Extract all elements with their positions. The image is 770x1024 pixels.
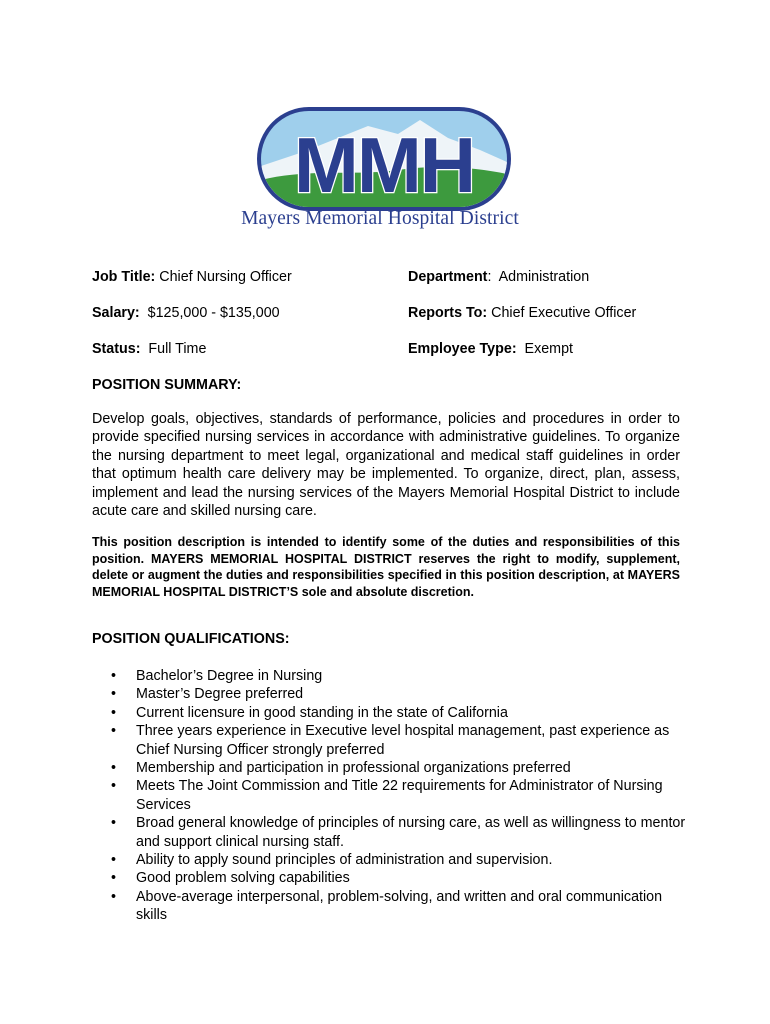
- list-item-text: Good problem solving capabilities: [136, 870, 350, 887]
- job-title-value: Chief Nursing Officer: [159, 269, 292, 285]
- salary-label: Salary:: [92, 305, 140, 321]
- department-colon: :: [487, 269, 492, 285]
- position-summary-text: Develop goals, objectives, standards of performance, policies and procedures in order to provide specified nursing services in accordance with administrative guidelines. To organize the nursing department to meet legal, organizational and medical staff guidelines in order that optimum health care delivery may be implemented. To organize, direct, plan, assess, implement and lead the nursing services of the Mayers Memorial Hospital District to include acute care and skilled nursing care.: [92, 411, 680, 520]
- position-qualifications-heading: POSITION QUALIFICATIONS:: [92, 631, 290, 647]
- bullet-icon: •: [111, 723, 117, 740]
- list-item-text: Ability to apply sound principles of administration and supervision.: [136, 852, 553, 869]
- position-summary-heading: POSITION SUMMARY:: [92, 377, 242, 393]
- employee-type-label: Employee Type:: [408, 341, 517, 357]
- bullet-icon: •: [111, 870, 117, 887]
- logo-letters: MMH: [293, 121, 475, 209]
- list-item: [111, 869, 691, 887]
- bullet-icon: •: [111, 668, 117, 684]
- reports-to-label: Reports To:: [408, 305, 488, 321]
- reports-to-field: [408, 304, 636, 322]
- department-value: Administration: [498, 269, 590, 285]
- status-field: [92, 340, 206, 358]
- list-item-text: Bachelor’s Degree in Nursing: [136, 668, 323, 684]
- bullet-icon: •: [111, 888, 117, 905]
- list-item-text: Meets The Joint Commission and Title 22 requirements for Administrator of Nursing Services: [136, 778, 663, 813]
- salary-field: [92, 304, 280, 322]
- list-item: [111, 685, 691, 703]
- list-item-text: Membership and participation in professional organizations preferred: [136, 760, 571, 777]
- list-item-text: Three years experience in Executive level hospital management, past experience as Chief Nursing Officer strongly preferred: [136, 723, 670, 758]
- department-label: Department: [408, 269, 488, 285]
- salary-value: $125,000 - $135,000: [147, 305, 280, 321]
- job-title-label: Job Title:: [92, 269, 156, 285]
- reports-to-value: Chief Executive Officer: [491, 305, 637, 321]
- list-item: [111, 777, 691, 814]
- bullet-icon: •: [111, 815, 117, 832]
- disclaimer-text: This position description is intended to identify some of the duties and responsibilities of this position. MAYERS MEMORIAL HOSPITAL DISTRICT reserves the right to modify, supplement, delete or augment the duties and responsibilities specified in this position description, at MAYERS MEMORIAL HOSPITAL DISTRICT’S sole and absolute discretion.: [92, 535, 680, 600]
- list-item: [111, 667, 691, 685]
- list-item-text: Master’s Degree preferred: [136, 686, 304, 703]
- qualifications-list: [111, 667, 691, 925]
- status-label: Status:: [92, 341, 141, 357]
- bullet-icon: •: [111, 760, 117, 777]
- organization-name: Mayers Memorial Hospital District: [241, 208, 519, 229]
- list-item: [111, 814, 691, 851]
- list-item-text: Broad general knowledge of principles of nursing care, as well as willingness to mentor and support clinical nursing staff.: [136, 815, 686, 850]
- bullet-icon: •: [111, 852, 117, 869]
- job-title-field: [92, 268, 292, 286]
- list-item: [111, 759, 691, 777]
- list-item: [111, 888, 691, 925]
- bullet-icon: •: [111, 778, 117, 795]
- list-item-text: Current licensure in good standing in the state of California: [136, 704, 508, 721]
- bullet-icon: •: [111, 686, 117, 703]
- list-item-text: Above-average interpersonal, problem-solving, and written and oral communication skills: [136, 888, 663, 924]
- list-item: [111, 851, 691, 869]
- list-item: [111, 722, 691, 759]
- employee-type-value: Exempt: [524, 341, 574, 357]
- list-item: [111, 704, 691, 722]
- bullet-icon: •: [111, 704, 117, 721]
- employee-type-field: [408, 340, 573, 358]
- department-field: [408, 268, 589, 286]
- status-value: Full Time: [148, 341, 207, 357]
